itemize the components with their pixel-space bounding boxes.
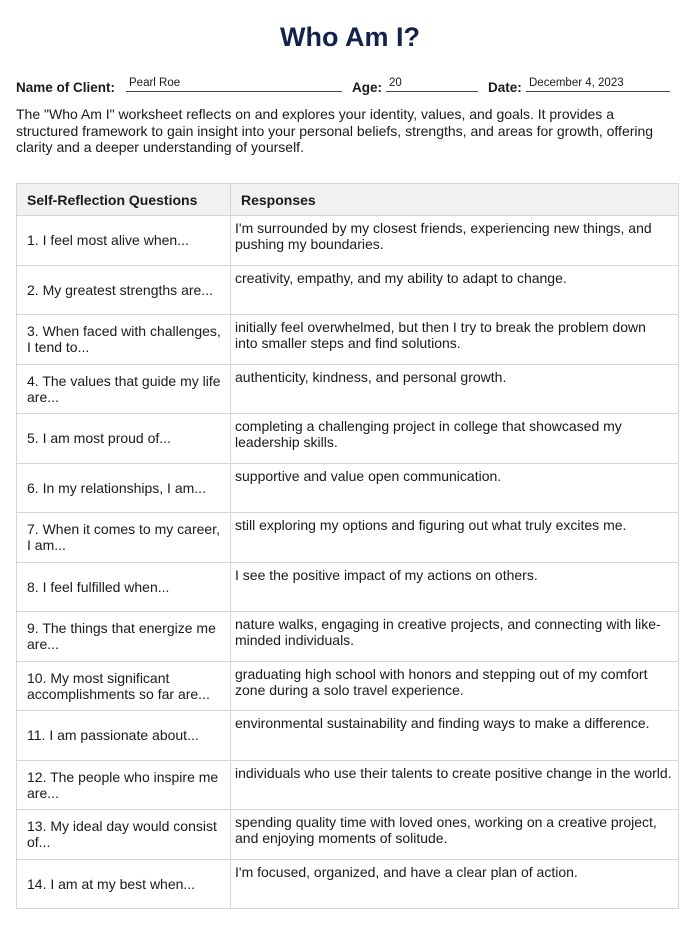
questions-header: Self-Reflection Questions xyxy=(17,184,231,216)
question-cell: 3. When faced with challenges, I tend to... xyxy=(17,315,231,365)
question-cell: 11. I am passionate about... xyxy=(17,711,231,761)
response-cell[interactable]: creativity, empathy, and my ability to adapt to change. xyxy=(231,265,679,315)
response-cell[interactable]: nature walks, engaging in creative projects, and connecting with like-minded individuals. xyxy=(231,612,679,662)
question-cell: 6. In my relationships, I am... xyxy=(17,463,231,513)
question-cell: 10. My most significant accomplishments so far are... xyxy=(17,661,231,711)
page-title: Who Am I? xyxy=(280,22,420,52)
table-row xyxy=(17,859,679,909)
age-field[interactable]: 20 xyxy=(386,77,478,92)
table-row xyxy=(17,760,679,810)
question-cell: 4. The values that guide my life are... xyxy=(17,364,231,414)
question-cell: 13. My ideal day would consist of... xyxy=(17,810,231,860)
date-label: Date: xyxy=(488,80,522,95)
client-info-row xyxy=(16,77,670,97)
table-row xyxy=(17,315,679,365)
response-cell[interactable]: environmental sustainability and finding ways to make a difference. xyxy=(231,711,679,761)
response-cell[interactable]: I'm surrounded by my closest friends, experiencing new things, and pushing my boundaries. xyxy=(231,216,679,266)
table-row xyxy=(17,810,679,860)
table-row xyxy=(17,513,679,563)
age-label: Age: xyxy=(352,80,382,95)
table-row xyxy=(17,661,679,711)
client-name-label: Name of Client: xyxy=(16,80,116,95)
response-cell[interactable]: initially feel overwhelmed, but then I try to break the problem down into smaller steps and find solutions. xyxy=(231,315,679,365)
response-cell[interactable]: still exploring my options and figuring out what truly excites me. xyxy=(231,513,679,563)
question-cell: 14. I am at my best when... xyxy=(17,859,231,909)
date-field[interactable]: December 4, 2023 xyxy=(526,77,670,92)
question-cell: 2. My greatest strengths are... xyxy=(17,265,231,315)
table-row xyxy=(17,265,679,315)
table-row xyxy=(17,364,679,414)
table-header-row xyxy=(17,184,679,216)
question-cell: 9. The things that energize me are... xyxy=(17,612,231,662)
table-row xyxy=(17,216,679,266)
responses-header: Responses xyxy=(231,184,679,216)
question-cell: 7. When it comes to my career, I am... xyxy=(17,513,231,563)
response-cell[interactable]: supportive and value open communication. xyxy=(231,463,679,513)
intro-paragraph: The "Who Am I" worksheet reflects on and explores your identity, values, and goals. It provides a structured framework to gain insight into your personal beliefs, strengths, and areas for growth, offering clarity and a deeper understanding of yourself. xyxy=(16,106,654,155)
question-cell: 12. The people who inspire me are... xyxy=(17,760,231,810)
question-cell: 5. I am most proud of... xyxy=(17,414,231,464)
table-row xyxy=(17,612,679,662)
table-row xyxy=(17,463,679,513)
response-cell[interactable]: completing a challenging project in college that showcased my leadership skills. xyxy=(231,414,679,464)
question-cell: 8. I feel fulfilled when... xyxy=(17,562,231,612)
table-row xyxy=(17,562,679,612)
table-row xyxy=(17,414,679,464)
response-cell[interactable]: I see the positive impact of my actions on others. xyxy=(231,562,679,612)
question-cell: 1. I feel most alive when... xyxy=(17,216,231,266)
table-row xyxy=(17,711,679,761)
response-cell[interactable]: individuals who use their talents to create positive change in the world. xyxy=(231,760,679,810)
response-cell[interactable]: graduating high school with honors and stepping out of my comfort zone during a solo travel experience. xyxy=(231,661,679,711)
response-cell[interactable]: spending quality time with loved ones, working on a creative project, and enjoying moments of solitude. xyxy=(231,810,679,860)
response-cell[interactable]: I'm focused, organized, and have a clear plan of action. xyxy=(231,859,679,909)
response-cell[interactable]: authenticity, kindness, and personal growth. xyxy=(231,364,679,414)
reflection-table xyxy=(16,183,679,909)
client-name-field[interactable]: Pearl Roe xyxy=(126,77,342,92)
